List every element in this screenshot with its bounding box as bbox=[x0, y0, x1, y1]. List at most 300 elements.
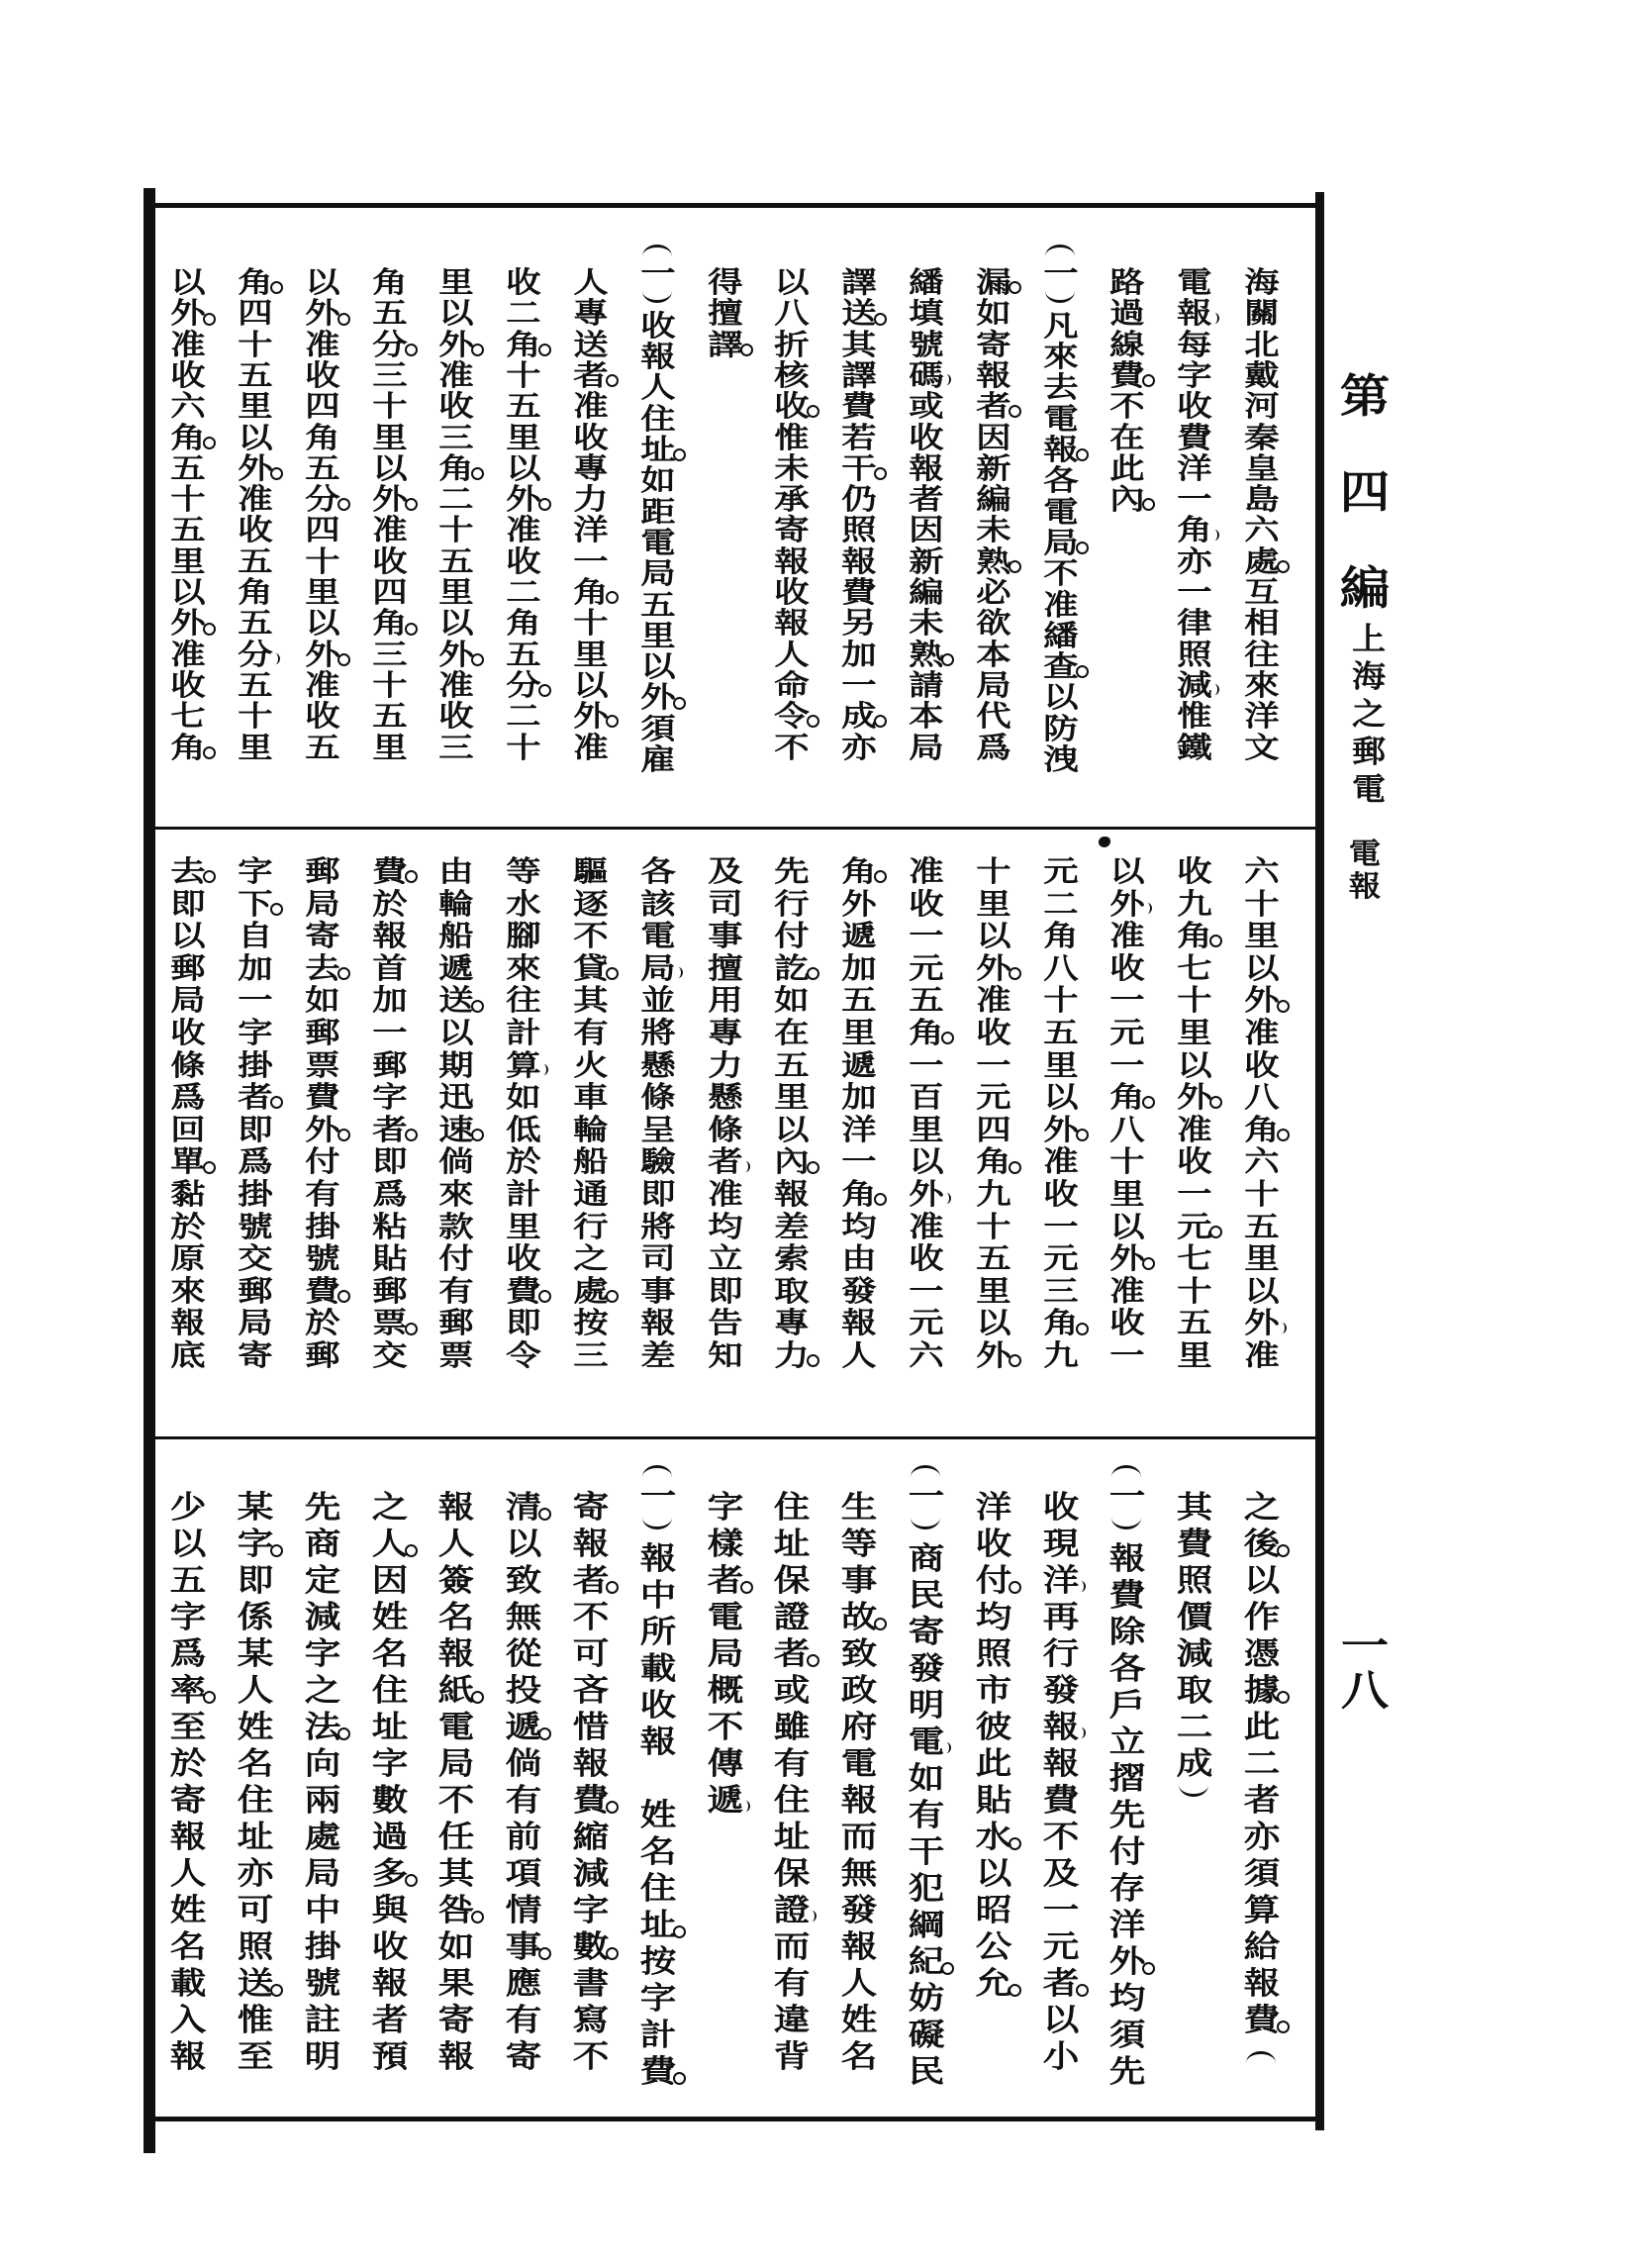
parenthesis-mark bbox=[1038, 289, 1084, 311]
character: 角 bbox=[438, 450, 474, 485]
character: 者 bbox=[371, 2003, 409, 2038]
character: 者 bbox=[1243, 1783, 1281, 1819]
character: 不 bbox=[572, 2039, 610, 2075]
character: 寄 bbox=[908, 1614, 945, 1650]
character: 一 bbox=[841, 1144, 877, 1179]
character: 報 bbox=[572, 1746, 610, 1782]
character: 四 bbox=[976, 1112, 1011, 1146]
character: 里 bbox=[1177, 1016, 1212, 1049]
character: 住 bbox=[237, 1783, 274, 1819]
character: 凡 bbox=[1043, 308, 1079, 343]
character: 准 bbox=[909, 854, 944, 888]
character: 成 bbox=[1176, 1746, 1213, 1782]
character: 十 bbox=[1244, 1177, 1280, 1211]
full-stop-mark bbox=[538, 344, 551, 356]
character: 收 bbox=[305, 357, 340, 392]
character: 因 bbox=[371, 1563, 409, 1599]
character: 條 bbox=[640, 1080, 676, 1115]
full-stop-mark bbox=[1009, 1161, 1021, 1174]
full-stop-mark bbox=[270, 903, 283, 916]
full-stop-mark bbox=[1277, 1000, 1290, 1013]
comma-mark bbox=[1211, 313, 1219, 324]
character: 郵 bbox=[372, 1273, 408, 1308]
character: 二 bbox=[506, 699, 541, 734]
character: 倘 bbox=[438, 1144, 474, 1179]
character: 黏 bbox=[170, 1177, 206, 1211]
character: 發 bbox=[841, 1273, 877, 1308]
character: 將 bbox=[640, 1016, 676, 1049]
character: 亦 bbox=[841, 730, 877, 764]
parenthesis-mark bbox=[635, 237, 681, 258]
left-border-bar bbox=[144, 188, 155, 2153]
character: 不 bbox=[1042, 1820, 1080, 1855]
character: 未 bbox=[774, 450, 810, 485]
character: 惟 bbox=[774, 420, 810, 454]
character: 令 bbox=[506, 1338, 541, 1372]
character: 報 bbox=[1042, 1746, 1080, 1782]
character: 費 bbox=[305, 1080, 340, 1115]
character: 郵 bbox=[438, 1306, 474, 1340]
character: 名 bbox=[237, 1746, 274, 1782]
character: 以 bbox=[1244, 950, 1280, 985]
character: 力 bbox=[774, 1338, 810, 1372]
character: 准 bbox=[238, 482, 273, 517]
character: 須 bbox=[1108, 2017, 1146, 2053]
character: 擅 bbox=[708, 950, 743, 985]
character: 十 bbox=[372, 667, 408, 702]
character: 府 bbox=[840, 1710, 878, 1745]
character: 此 bbox=[1109, 450, 1145, 485]
full-stop-mark bbox=[337, 653, 350, 666]
character: 十 bbox=[1244, 886, 1280, 921]
character: 仍 bbox=[841, 482, 877, 517]
character: 一 bbox=[1177, 575, 1212, 609]
character: 准 bbox=[1109, 1273, 1145, 1308]
character: 違 bbox=[773, 2003, 811, 2038]
character: 角 bbox=[909, 1016, 944, 1049]
character: 投 bbox=[505, 1673, 542, 1709]
full-stop-mark bbox=[1142, 1962, 1155, 1975]
character: 不 bbox=[1043, 556, 1079, 591]
character: 報 bbox=[1043, 433, 1079, 467]
character: 憑 bbox=[1243, 1636, 1281, 1672]
character: 有 bbox=[438, 1273, 474, 1308]
character: 現 bbox=[1042, 1527, 1080, 1562]
full-stop-mark bbox=[405, 344, 418, 356]
character: 角 bbox=[170, 730, 206, 764]
character: 在 bbox=[774, 1016, 810, 1049]
character: 電 bbox=[1043, 401, 1079, 436]
character: 法 bbox=[304, 1710, 341, 1745]
character: 一 bbox=[909, 919, 944, 953]
character: 八 bbox=[1340, 1666, 1390, 1715]
character: 收 bbox=[170, 667, 206, 702]
character: 角 bbox=[1177, 513, 1212, 547]
character: 減 bbox=[1176, 1636, 1213, 1672]
character: 有 bbox=[773, 1746, 811, 1782]
character: 名 bbox=[169, 1929, 207, 1965]
character: 其 bbox=[841, 327, 877, 361]
character: 報 bbox=[774, 606, 810, 641]
character: 交 bbox=[238, 1241, 273, 1276]
character: 有 bbox=[573, 1016, 609, 1049]
character: 在 bbox=[1109, 420, 1145, 454]
character: 一 bbox=[909, 1047, 944, 1082]
character: 往 bbox=[1244, 637, 1280, 671]
character: 收 bbox=[909, 1241, 944, 1276]
character: 以 bbox=[169, 1527, 207, 1562]
character: 數 bbox=[371, 1783, 409, 1819]
character: 距 bbox=[640, 494, 676, 529]
character: 報 bbox=[1348, 869, 1382, 903]
character: 按 bbox=[639, 1943, 677, 1980]
character: 惟 bbox=[237, 2003, 274, 2038]
character: 字 bbox=[707, 1490, 744, 1526]
character: 遞 bbox=[707, 1783, 744, 1819]
character: 分 bbox=[238, 637, 273, 671]
character: 專 bbox=[573, 450, 609, 485]
character: 於 bbox=[305, 1306, 340, 1340]
character: 等 bbox=[506, 854, 541, 888]
character: 洋 bbox=[841, 1112, 877, 1146]
full-stop-mark bbox=[471, 1000, 484, 1013]
full-stop-mark bbox=[405, 1323, 418, 1335]
character: 角 bbox=[1043, 1306, 1079, 1340]
character: 人 bbox=[371, 1527, 409, 1562]
character: 亦 bbox=[1177, 543, 1212, 578]
character: 角 bbox=[1043, 919, 1079, 953]
character: 寄 bbox=[169, 1783, 207, 1819]
character: 准 bbox=[573, 389, 609, 424]
character: 取 bbox=[774, 1273, 810, 1308]
full-stop-mark bbox=[941, 1962, 954, 1975]
character: 即 bbox=[506, 1306, 541, 1340]
character: 收 bbox=[371, 1929, 409, 1965]
character: 收 bbox=[170, 357, 206, 392]
character: 准 bbox=[708, 1177, 743, 1211]
character: 收 bbox=[639, 1687, 677, 1724]
character: 熟 bbox=[909, 637, 944, 671]
character: 寄 bbox=[572, 1490, 610, 1526]
character: 電 bbox=[840, 1746, 878, 1782]
character: 名 bbox=[639, 1833, 677, 1870]
character: 果 bbox=[437, 1966, 475, 2002]
character: 局 bbox=[170, 983, 206, 1018]
character: 十 bbox=[438, 513, 474, 547]
character: 費 bbox=[1108, 1577, 1146, 1614]
character: 熟 bbox=[976, 543, 1011, 578]
character: 五 bbox=[238, 543, 273, 578]
character: 郵 bbox=[305, 1016, 340, 1049]
character: 准 bbox=[506, 513, 541, 547]
full-stop-mark bbox=[471, 467, 484, 480]
character: 而 bbox=[840, 1820, 878, 1855]
character: 里 bbox=[1043, 1047, 1079, 1082]
character: 填 bbox=[909, 296, 944, 331]
character: 均 bbox=[708, 1209, 743, 1243]
character: 由 bbox=[438, 854, 474, 888]
character: 關 bbox=[1244, 296, 1280, 331]
character: 付 bbox=[975, 1563, 1012, 1599]
character: 代 bbox=[976, 699, 1011, 734]
character: 角 bbox=[238, 575, 273, 609]
character: 送 bbox=[841, 296, 877, 331]
character: 此 bbox=[1243, 1710, 1281, 1745]
character: 收 bbox=[774, 389, 810, 424]
character: 里 bbox=[976, 886, 1011, 921]
full-stop-mark bbox=[606, 967, 619, 980]
full-stop-mark bbox=[941, 653, 954, 666]
character: 報 bbox=[840, 1783, 878, 1819]
character: 收 bbox=[506, 1241, 541, 1276]
character: 報 bbox=[774, 543, 810, 578]
full-stop-mark bbox=[874, 467, 887, 480]
character: 有 bbox=[505, 1783, 542, 1819]
parenthesis-mark bbox=[635, 1453, 681, 1479]
character: 掛 bbox=[238, 1047, 273, 1082]
character: 通 bbox=[573, 1177, 609, 1211]
character: 收 bbox=[1177, 854, 1212, 888]
character: 外 bbox=[1109, 886, 1145, 921]
character: 號 bbox=[909, 327, 944, 361]
character: 局 bbox=[238, 1306, 273, 1340]
character: 洋 bbox=[975, 1490, 1012, 1526]
character: 二 bbox=[1176, 1710, 1213, 1745]
character: 市 bbox=[975, 1673, 1012, 1709]
character: 人 bbox=[640, 370, 676, 405]
character: 紀 bbox=[908, 1943, 945, 1980]
full-stop-mark bbox=[405, 1129, 418, 1141]
character: 以 bbox=[170, 265, 206, 299]
full-stop-mark bbox=[1277, 1129, 1290, 1141]
character: 報 bbox=[640, 1306, 676, 1340]
full-stop-mark bbox=[807, 1161, 819, 1174]
full-stop-mark bbox=[1076, 1129, 1089, 1141]
character: 路 bbox=[1109, 265, 1145, 299]
character: 少 bbox=[169, 1490, 207, 1526]
character: 人 bbox=[437, 1527, 475, 1562]
character: 收 bbox=[506, 265, 541, 299]
character: 四 bbox=[238, 296, 273, 331]
character: 十 bbox=[506, 357, 541, 392]
character: 擅 bbox=[708, 296, 743, 331]
character: 因 bbox=[976, 420, 1011, 454]
upper-text-band bbox=[0, 255, 1635, 777]
character: 項 bbox=[505, 1856, 542, 1892]
character: 一 bbox=[238, 983, 273, 1018]
character: 給 bbox=[1243, 1929, 1281, 1965]
character: 驅 bbox=[573, 854, 609, 888]
character: 以 bbox=[305, 265, 340, 299]
character: 底 bbox=[170, 1338, 206, 1372]
character: 碼 bbox=[909, 357, 944, 392]
character: 礙 bbox=[908, 2017, 945, 2053]
character: 洋 bbox=[573, 513, 609, 547]
character: 七 bbox=[170, 699, 206, 734]
character: 費 bbox=[1176, 1527, 1213, 1562]
character: 干 bbox=[841, 450, 877, 485]
character: 加 bbox=[841, 637, 877, 671]
character: 發 bbox=[1042, 1673, 1080, 1709]
character: 收 bbox=[976, 1016, 1011, 1049]
character: 本 bbox=[976, 637, 1011, 671]
parenthesis-mark bbox=[1038, 237, 1084, 258]
character: 交 bbox=[372, 1338, 408, 1372]
character: 一 bbox=[1109, 983, 1145, 1018]
character: 字 bbox=[237, 1527, 274, 1562]
character: 電 bbox=[908, 1724, 945, 1760]
character: 司 bbox=[708, 886, 743, 921]
character: 由 bbox=[841, 1241, 877, 1276]
character: 電 bbox=[1043, 494, 1079, 529]
character: 故 bbox=[840, 1600, 878, 1635]
character: 外 bbox=[1043, 1112, 1079, 1146]
character: 須 bbox=[640, 711, 676, 745]
character: 不 bbox=[707, 1710, 744, 1745]
character: 收 bbox=[640, 308, 676, 343]
character: 註 bbox=[304, 2003, 341, 2038]
character: 收 bbox=[1177, 1144, 1212, 1179]
character: 外 bbox=[506, 482, 541, 517]
character: 惜 bbox=[572, 1710, 610, 1745]
character: 下 bbox=[238, 886, 273, 921]
character: 商 bbox=[908, 1540, 945, 1577]
character: 寄 bbox=[437, 2003, 475, 2038]
character: 一 bbox=[908, 1478, 945, 1515]
character: 八 bbox=[774, 296, 810, 331]
character: 五 bbox=[238, 606, 273, 641]
character: 准 bbox=[170, 327, 206, 361]
character: 保 bbox=[773, 1856, 811, 1892]
character: 二 bbox=[1043, 886, 1079, 921]
character: 角 bbox=[372, 606, 408, 641]
character: 電 bbox=[1177, 265, 1212, 299]
character: 以 bbox=[976, 919, 1011, 953]
character: 者 bbox=[708, 1144, 743, 1179]
character: 十 bbox=[976, 1209, 1011, 1243]
character: 以 bbox=[640, 649, 676, 684]
character: 里 bbox=[372, 730, 408, 764]
character: 如 bbox=[506, 1080, 541, 1115]
character: 一 bbox=[1109, 1338, 1145, 1372]
character: 住 bbox=[773, 1783, 811, 1819]
character: 呈 bbox=[640, 1112, 676, 1146]
character: 爲 bbox=[169, 1636, 207, 1672]
character: 原 bbox=[170, 1241, 206, 1276]
character: 十 bbox=[506, 730, 541, 764]
character: 事 bbox=[840, 1563, 878, 1599]
character: 元 bbox=[1042, 1929, 1080, 1965]
character: 外 bbox=[1177, 1080, 1212, 1115]
character: 專 bbox=[708, 1016, 743, 1049]
character: 址 bbox=[639, 1907, 677, 1943]
character: 十 bbox=[1177, 1273, 1212, 1308]
character: 報 bbox=[169, 2039, 207, 2075]
character: 准 bbox=[438, 667, 474, 702]
character: 明 bbox=[908, 1687, 945, 1724]
character: 九 bbox=[976, 1177, 1011, 1211]
character: 住 bbox=[639, 1870, 677, 1907]
character: 粘 bbox=[372, 1209, 408, 1243]
character: 者 bbox=[909, 482, 944, 517]
character: 收 bbox=[438, 389, 474, 424]
character: 以 bbox=[1177, 1047, 1212, 1082]
character: 力 bbox=[573, 482, 609, 517]
character: 上 bbox=[1351, 622, 1387, 657]
character: 去 bbox=[1043, 370, 1079, 405]
character: 若 bbox=[841, 420, 877, 454]
character: 寫 bbox=[572, 2003, 610, 2038]
character: 書 bbox=[572, 1966, 610, 2002]
character: 從 bbox=[505, 1636, 542, 1672]
character: 字 bbox=[238, 1016, 273, 1049]
full-stop-mark bbox=[203, 437, 216, 449]
character: 彼 bbox=[975, 1710, 1012, 1745]
character: 郵 bbox=[238, 1273, 273, 1308]
character: 回 bbox=[170, 1112, 206, 1146]
parenthesis-mark bbox=[1239, 2039, 1285, 2065]
character: 價 bbox=[1176, 1600, 1213, 1635]
character: 北 bbox=[1244, 327, 1280, 361]
character: 向 bbox=[304, 1746, 341, 1782]
character: 一 bbox=[1043, 255, 1079, 290]
character: 河 bbox=[1244, 389, 1280, 424]
character: 報 bbox=[840, 1929, 878, 1965]
character: 戴 bbox=[1244, 357, 1280, 392]
character: 遞 bbox=[841, 1047, 877, 1082]
character: 費 bbox=[841, 389, 877, 424]
character: 人 bbox=[841, 1338, 877, 1372]
character: 准 bbox=[1244, 1338, 1280, 1372]
character: 互 bbox=[1244, 575, 1280, 609]
character: 百 bbox=[909, 1080, 944, 1115]
character: 所 bbox=[639, 1614, 677, 1650]
parenthesis-mark bbox=[1105, 1516, 1150, 1541]
character: 以 bbox=[438, 606, 474, 641]
character: 證 bbox=[773, 1893, 811, 1928]
character: 係 bbox=[237, 1600, 274, 1635]
character: 送 bbox=[573, 327, 609, 361]
character: 火 bbox=[573, 1047, 609, 1082]
character: 計 bbox=[506, 1177, 541, 1211]
character: 如 bbox=[437, 1929, 475, 1965]
character: 有 bbox=[773, 1966, 811, 2002]
band-separator-2 bbox=[153, 1436, 1317, 1439]
character: 費 bbox=[1243, 2003, 1281, 2038]
character: 票 bbox=[438, 1338, 474, 1372]
character: 來 bbox=[1043, 340, 1079, 374]
full-stop-mark bbox=[1209, 1226, 1222, 1238]
character: 局 bbox=[707, 1636, 744, 1672]
character: 六 bbox=[909, 1338, 944, 1372]
character: 名 bbox=[437, 1600, 475, 1635]
character: 來 bbox=[170, 1273, 206, 1308]
character: 五 bbox=[169, 1563, 207, 1599]
character: 費 bbox=[1177, 420, 1212, 454]
character: 收 bbox=[975, 1527, 1012, 1562]
character: 亦 bbox=[1243, 1820, 1281, 1855]
character: 字 bbox=[372, 1080, 408, 1115]
character: 十 bbox=[238, 327, 273, 361]
character: 用 bbox=[708, 983, 743, 1018]
character: 按 bbox=[573, 1306, 609, 1340]
character: 以 bbox=[438, 1016, 474, 1049]
character: 即 bbox=[170, 886, 206, 921]
character: 以 bbox=[1109, 854, 1145, 888]
character: 期 bbox=[438, 1047, 474, 1082]
character: 其 bbox=[573, 983, 609, 1018]
character: 一 bbox=[1177, 482, 1212, 517]
